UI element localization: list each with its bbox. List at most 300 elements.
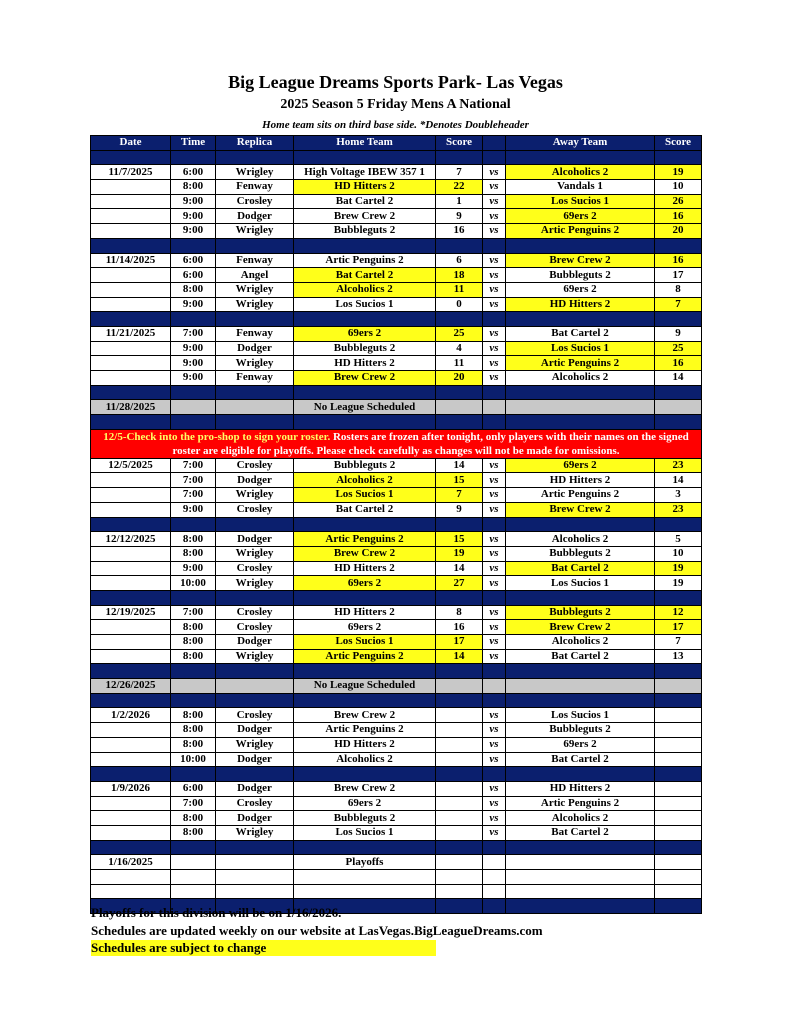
game-row xyxy=(91,165,702,180)
footer-disclaimer: Schedules are subject to change xyxy=(91,940,436,956)
roster-notice-lead: 12/5-Check into the pro-shop to sign your roster. xyxy=(103,430,331,443)
away-score-cell xyxy=(655,737,702,752)
home-score-cell: 1 xyxy=(436,194,483,209)
separator-cell xyxy=(436,767,483,782)
home-team-cell: HD Hitters 2 xyxy=(294,605,436,620)
separator-cell xyxy=(655,590,702,605)
separator-cell xyxy=(216,517,294,532)
away-score-cell: 14 xyxy=(655,371,702,386)
separator-cell xyxy=(506,517,655,532)
away-score-cell: 10 xyxy=(655,180,702,195)
separator-cell xyxy=(91,767,171,782)
vs-cell: vs xyxy=(483,473,506,488)
empty-cell xyxy=(216,679,294,694)
separator-cell xyxy=(171,767,216,782)
separator-cell xyxy=(483,238,506,253)
home-team-cell: Brew Crew 2 xyxy=(294,708,436,723)
replica-cell: Dodger xyxy=(216,209,294,224)
away-team-cell: 69ers 2 xyxy=(506,282,655,297)
home-team-cell: Artic Penguins 2 xyxy=(294,253,436,268)
separator-cell xyxy=(483,385,506,400)
game-row xyxy=(91,297,702,312)
separator-cell xyxy=(436,590,483,605)
separator-cell xyxy=(171,693,216,708)
vs-cell: vs xyxy=(483,605,506,620)
empty-cell xyxy=(483,870,506,885)
empty-cell xyxy=(91,825,171,840)
home-score-cell: 11 xyxy=(436,356,483,371)
replica-cell: Wrigley xyxy=(216,297,294,312)
vs-cell: vs xyxy=(483,737,506,752)
vs-cell: vs xyxy=(483,620,506,635)
away-team-cell: Bat Cartel 2 xyxy=(506,326,655,341)
separator-cell xyxy=(91,385,171,400)
no-games-row xyxy=(91,679,702,694)
replica-cell: Crosley xyxy=(216,796,294,811)
empty-cell xyxy=(483,884,506,899)
away-team-cell: Artic Penguins 2 xyxy=(506,356,655,371)
empty-cell xyxy=(91,546,171,561)
empty-cell xyxy=(91,282,171,297)
home-score-cell: 6 xyxy=(436,253,483,268)
separator-cell xyxy=(436,664,483,679)
time-cell: 8:00 xyxy=(171,532,216,547)
empty-cell xyxy=(171,400,216,415)
away-score-cell xyxy=(655,811,702,826)
replica-cell: Dodger xyxy=(216,781,294,796)
no-league-label: No League Scheduled xyxy=(294,679,436,694)
time-cell: 8:00 xyxy=(171,180,216,195)
vs-cell: vs xyxy=(483,356,506,371)
home-score-cell: 27 xyxy=(436,576,483,591)
home-team-cell: Los Sucios 1 xyxy=(294,635,436,650)
home-score-cell: 11 xyxy=(436,282,483,297)
home-score-cell: 16 xyxy=(436,620,483,635)
separator-cell xyxy=(171,150,216,165)
home-score-cell: 15 xyxy=(436,532,483,547)
home-team-cell: Brew Crew 2 xyxy=(294,781,436,796)
time-cell: 7:00 xyxy=(171,458,216,473)
page-subtitle: 2025 Season 5 Friday Mens A National xyxy=(280,97,511,112)
separator-cell xyxy=(655,150,702,165)
col-away-score: Score xyxy=(655,136,702,151)
separator-cell xyxy=(216,238,294,253)
game-row xyxy=(91,458,702,473)
replica-cell: Fenway xyxy=(216,253,294,268)
separator-cell xyxy=(483,664,506,679)
separator-row xyxy=(91,312,702,327)
home-score-cell: 7 xyxy=(436,488,483,503)
separator-cell xyxy=(91,590,171,605)
empty-cell xyxy=(91,356,171,371)
date-cell: 12/5/2025 xyxy=(91,458,171,473)
game-row xyxy=(91,532,702,547)
replica-cell: Wrigley xyxy=(216,488,294,503)
empty-cell xyxy=(91,576,171,591)
separator-cell xyxy=(483,767,506,782)
vs-cell: vs xyxy=(483,546,506,561)
away-team-cell: Alcoholics 2 xyxy=(506,532,655,547)
home-team-cell: Los Sucios 1 xyxy=(294,297,436,312)
separator-cell xyxy=(171,590,216,605)
home-score-cell: 9 xyxy=(436,209,483,224)
separator-cell xyxy=(216,767,294,782)
game-row xyxy=(91,326,702,341)
separator-row xyxy=(91,385,702,400)
col-home-score: Score xyxy=(436,136,483,151)
replica-cell: Fenway xyxy=(216,180,294,195)
separator-cell xyxy=(294,767,436,782)
home-team-cell: Los Sucios 1 xyxy=(294,825,436,840)
empty-cell xyxy=(91,737,171,752)
empty-cell xyxy=(91,194,171,209)
separator-cell xyxy=(483,693,506,708)
separator-cell xyxy=(506,840,655,855)
game-row xyxy=(91,723,702,738)
empty-cell xyxy=(91,297,171,312)
empty-cell xyxy=(436,400,483,415)
replica-cell: Wrigley xyxy=(216,356,294,371)
separator-cell xyxy=(655,693,702,708)
game-row xyxy=(91,781,702,796)
empty-cell xyxy=(91,209,171,224)
empty-cell xyxy=(483,855,506,870)
empty-cell xyxy=(216,400,294,415)
replica-cell: Crosley xyxy=(216,561,294,576)
home-score-cell xyxy=(436,825,483,840)
away-team-cell: 69ers 2 xyxy=(506,458,655,473)
replica-cell: Wrigley xyxy=(216,165,294,180)
separator-cell xyxy=(294,238,436,253)
vs-cell: vs xyxy=(483,708,506,723)
empty-cell xyxy=(91,224,171,239)
replica-cell: Dodger xyxy=(216,341,294,356)
vs-cell: vs xyxy=(483,635,506,650)
separator-cell xyxy=(171,517,216,532)
time-cell: 8:00 xyxy=(171,620,216,635)
time-cell: 9:00 xyxy=(171,371,216,386)
separator-row xyxy=(91,415,702,430)
game-row xyxy=(91,488,702,503)
time-cell: 9:00 xyxy=(171,356,216,371)
home-score-cell xyxy=(436,781,483,796)
away-score-cell: 19 xyxy=(655,165,702,180)
time-cell: 7:00 xyxy=(171,473,216,488)
separator-cell xyxy=(216,590,294,605)
vs-cell: vs xyxy=(483,458,506,473)
replica-cell: Dodger xyxy=(216,811,294,826)
game-row xyxy=(91,546,702,561)
separator-cell xyxy=(216,664,294,679)
home-team-cell: 69ers 2 xyxy=(294,576,436,591)
replica-cell: Crosley xyxy=(216,458,294,473)
no-league-label: No League Scheduled xyxy=(294,400,436,415)
away-team-cell: Bubbleguts 2 xyxy=(506,546,655,561)
home-team-cell: Brew Crew 2 xyxy=(294,209,436,224)
separator-cell xyxy=(436,899,483,914)
time-cell: 10:00 xyxy=(171,576,216,591)
home-score-cell: 0 xyxy=(436,297,483,312)
home-team-cell: 69ers 2 xyxy=(294,620,436,635)
separator-cell xyxy=(506,693,655,708)
playoffs-label: Playoffs xyxy=(294,855,436,870)
away-score-cell: 7 xyxy=(655,297,702,312)
away-team-cell: Los Sucios 1 xyxy=(506,708,655,723)
away-score-cell: 20 xyxy=(655,224,702,239)
away-team-cell: Brew Crew 2 xyxy=(506,502,655,517)
time-cell: 9:00 xyxy=(171,561,216,576)
vs-cell: vs xyxy=(483,561,506,576)
away-score-cell xyxy=(655,752,702,767)
home-score-cell: 25 xyxy=(436,326,483,341)
separator-row xyxy=(91,150,702,165)
vs-cell: vs xyxy=(483,326,506,341)
empty-cell xyxy=(506,870,655,885)
time-cell: 10:00 xyxy=(171,752,216,767)
away-score-cell: 23 xyxy=(655,458,702,473)
time-cell: 7:00 xyxy=(171,605,216,620)
home-score-cell: 19 xyxy=(436,546,483,561)
away-team-cell: Los Sucios 1 xyxy=(506,576,655,591)
separator-row xyxy=(91,693,702,708)
time-cell: 8:00 xyxy=(171,282,216,297)
separator-cell xyxy=(216,312,294,327)
empty-row xyxy=(91,884,702,899)
home-team-cell: HD Hitters 2 xyxy=(294,356,436,371)
vs-cell: vs xyxy=(483,371,506,386)
separator-cell xyxy=(483,899,506,914)
replica-cell: Crosley xyxy=(216,194,294,209)
time-cell: 6:00 xyxy=(171,781,216,796)
away-team-cell: Brew Crew 2 xyxy=(506,253,655,268)
roster-notice-row xyxy=(91,429,702,458)
separator-cell xyxy=(655,517,702,532)
separator-cell xyxy=(436,312,483,327)
home-score-cell: 16 xyxy=(436,224,483,239)
page-title: Big League Dreams Sports Park- Las Vegas xyxy=(228,72,563,92)
home-score-cell: 14 xyxy=(436,649,483,664)
replica-cell: Crosley xyxy=(216,502,294,517)
vs-cell: vs xyxy=(483,224,506,239)
separator-cell xyxy=(483,150,506,165)
home-score-cell: 14 xyxy=(436,458,483,473)
game-row xyxy=(91,194,702,209)
away-team-cell: Vandals 1 xyxy=(506,180,655,195)
vs-cell: vs xyxy=(483,649,506,664)
date-cell: 11/14/2025 xyxy=(91,253,171,268)
footer-website: Schedules are updated weekly on our website at LasVegas.BigLeagueDreams.com xyxy=(91,923,543,938)
footer-playoffs: Playoffs for this division will be on 1/16/2026. xyxy=(91,905,342,920)
vs-cell: vs xyxy=(483,209,506,224)
game-row xyxy=(91,825,702,840)
col-vs xyxy=(483,136,506,151)
time-cell: 6:00 xyxy=(171,165,216,180)
date-cell: 11/28/2025 xyxy=(91,400,171,415)
empty-cell xyxy=(506,679,655,694)
time-cell: 8:00 xyxy=(171,825,216,840)
separator-cell xyxy=(216,385,294,400)
game-row xyxy=(91,341,702,356)
time-cell: 6:00 xyxy=(171,268,216,283)
empty-cell xyxy=(91,635,171,650)
away-score-cell: 23 xyxy=(655,502,702,517)
vs-cell: vs xyxy=(483,194,506,209)
time-cell: 8:00 xyxy=(171,737,216,752)
game-row xyxy=(91,649,702,664)
separator-cell xyxy=(216,840,294,855)
separator-row xyxy=(91,767,702,782)
away-score-cell: 17 xyxy=(655,620,702,635)
game-row xyxy=(91,371,702,386)
separator-cell xyxy=(216,415,294,430)
game-row xyxy=(91,576,702,591)
home-score-cell xyxy=(436,708,483,723)
date-cell: 11/21/2025 xyxy=(91,326,171,341)
time-cell: 9:00 xyxy=(171,341,216,356)
vs-cell: vs xyxy=(483,576,506,591)
home-score-cell xyxy=(436,796,483,811)
empty-cell xyxy=(91,473,171,488)
separator-cell xyxy=(294,312,436,327)
separator-cell xyxy=(506,590,655,605)
away-team-cell: 69ers 2 xyxy=(506,209,655,224)
game-row xyxy=(91,209,702,224)
away-score-cell xyxy=(655,825,702,840)
separator-cell xyxy=(506,415,655,430)
col-away-team: Away Team xyxy=(506,136,655,151)
home-score-cell: 18 xyxy=(436,268,483,283)
replica-cell: Dodger xyxy=(216,473,294,488)
empty-cell xyxy=(506,884,655,899)
vs-cell: vs xyxy=(483,488,506,503)
away-team-cell: Bat Cartel 2 xyxy=(506,825,655,840)
separator-cell xyxy=(294,693,436,708)
separator-cell xyxy=(436,840,483,855)
home-score-cell: 7 xyxy=(436,165,483,180)
home-score-cell: 22 xyxy=(436,180,483,195)
replica-cell: Wrigley xyxy=(216,282,294,297)
col-home-team: Home Team xyxy=(294,136,436,151)
time-cell: 8:00 xyxy=(171,811,216,826)
empty-cell xyxy=(91,649,171,664)
separator-cell xyxy=(506,899,655,914)
col-replica: Replica xyxy=(216,136,294,151)
date-cell: 11/7/2025 xyxy=(91,165,171,180)
home-score-cell xyxy=(436,811,483,826)
home-team-cell: Los Sucios 1 xyxy=(294,488,436,503)
vs-cell: vs xyxy=(483,796,506,811)
empty-cell xyxy=(216,870,294,885)
empty-cell xyxy=(171,679,216,694)
home-score-cell: 15 xyxy=(436,473,483,488)
separator-cell xyxy=(655,238,702,253)
separator-cell xyxy=(483,517,506,532)
vs-cell: vs xyxy=(483,811,506,826)
home-team-cell: Bat Cartel 2 xyxy=(294,194,436,209)
home-team-cell: Artic Penguins 2 xyxy=(294,649,436,664)
separator-cell xyxy=(91,693,171,708)
empty-row xyxy=(91,870,702,885)
empty-cell xyxy=(91,180,171,195)
game-row xyxy=(91,737,702,752)
replica-cell: Wrigley xyxy=(216,546,294,561)
away-score-cell: 17 xyxy=(655,268,702,283)
home-score-cell: 20 xyxy=(436,371,483,386)
empty-cell xyxy=(655,855,702,870)
game-row xyxy=(91,180,702,195)
separator-cell xyxy=(91,840,171,855)
away-team-cell: Brew Crew 2 xyxy=(506,620,655,635)
col-time: Time xyxy=(171,136,216,151)
away-team-cell: Artic Penguins 2 xyxy=(506,224,655,239)
separator-cell xyxy=(436,238,483,253)
empty-cell xyxy=(655,884,702,899)
empty-cell xyxy=(506,855,655,870)
separator-cell xyxy=(436,517,483,532)
separator-row xyxy=(91,590,702,605)
empty-cell xyxy=(91,884,171,899)
empty-cell xyxy=(216,884,294,899)
separator-cell xyxy=(436,150,483,165)
away-score-cell: 9 xyxy=(655,326,702,341)
vs-cell: vs xyxy=(483,341,506,356)
away-score-cell: 3 xyxy=(655,488,702,503)
vs-cell: vs xyxy=(483,781,506,796)
replica-cell: Wrigley xyxy=(216,825,294,840)
separator-cell xyxy=(506,664,655,679)
separator-cell xyxy=(91,238,171,253)
separator-cell xyxy=(294,385,436,400)
separator-cell xyxy=(294,415,436,430)
date-cell: 1/2/2026 xyxy=(91,708,171,723)
separator-cell xyxy=(655,415,702,430)
game-row xyxy=(91,708,702,723)
separator-row xyxy=(91,664,702,679)
empty-cell xyxy=(655,870,702,885)
time-cell: 6:00 xyxy=(171,253,216,268)
separator-row xyxy=(91,238,702,253)
playoffs-row xyxy=(91,855,702,870)
away-score-cell: 16 xyxy=(655,209,702,224)
home-team-cell: Alcoholics 2 xyxy=(294,752,436,767)
replica-cell: Crosley xyxy=(216,708,294,723)
replica-cell: Fenway xyxy=(216,326,294,341)
replica-cell: Fenway xyxy=(216,371,294,386)
vs-cell: vs xyxy=(483,723,506,738)
empty-cell xyxy=(91,488,171,503)
away-team-cell: Bat Cartel 2 xyxy=(506,649,655,664)
vs-cell: vs xyxy=(483,180,506,195)
time-cell: 9:00 xyxy=(171,194,216,209)
separator-cell xyxy=(294,590,436,605)
replica-cell: Wrigley xyxy=(216,649,294,664)
away-team-cell: 69ers 2 xyxy=(506,737,655,752)
vs-cell: vs xyxy=(483,165,506,180)
vs-cell: vs xyxy=(483,752,506,767)
away-score-cell: 14 xyxy=(655,473,702,488)
home-team-cell: Artic Penguins 2 xyxy=(294,723,436,738)
date-cell: 1/9/2026 xyxy=(91,781,171,796)
replica-cell: Dodger xyxy=(216,635,294,650)
game-row xyxy=(91,253,702,268)
separator-cell xyxy=(171,415,216,430)
away-score-cell: 25 xyxy=(655,341,702,356)
away-score-cell: 10 xyxy=(655,546,702,561)
empty-cell xyxy=(171,855,216,870)
table-header-row xyxy=(91,136,702,151)
separator-cell xyxy=(655,385,702,400)
away-team-cell: Bubbleguts 2 xyxy=(506,723,655,738)
